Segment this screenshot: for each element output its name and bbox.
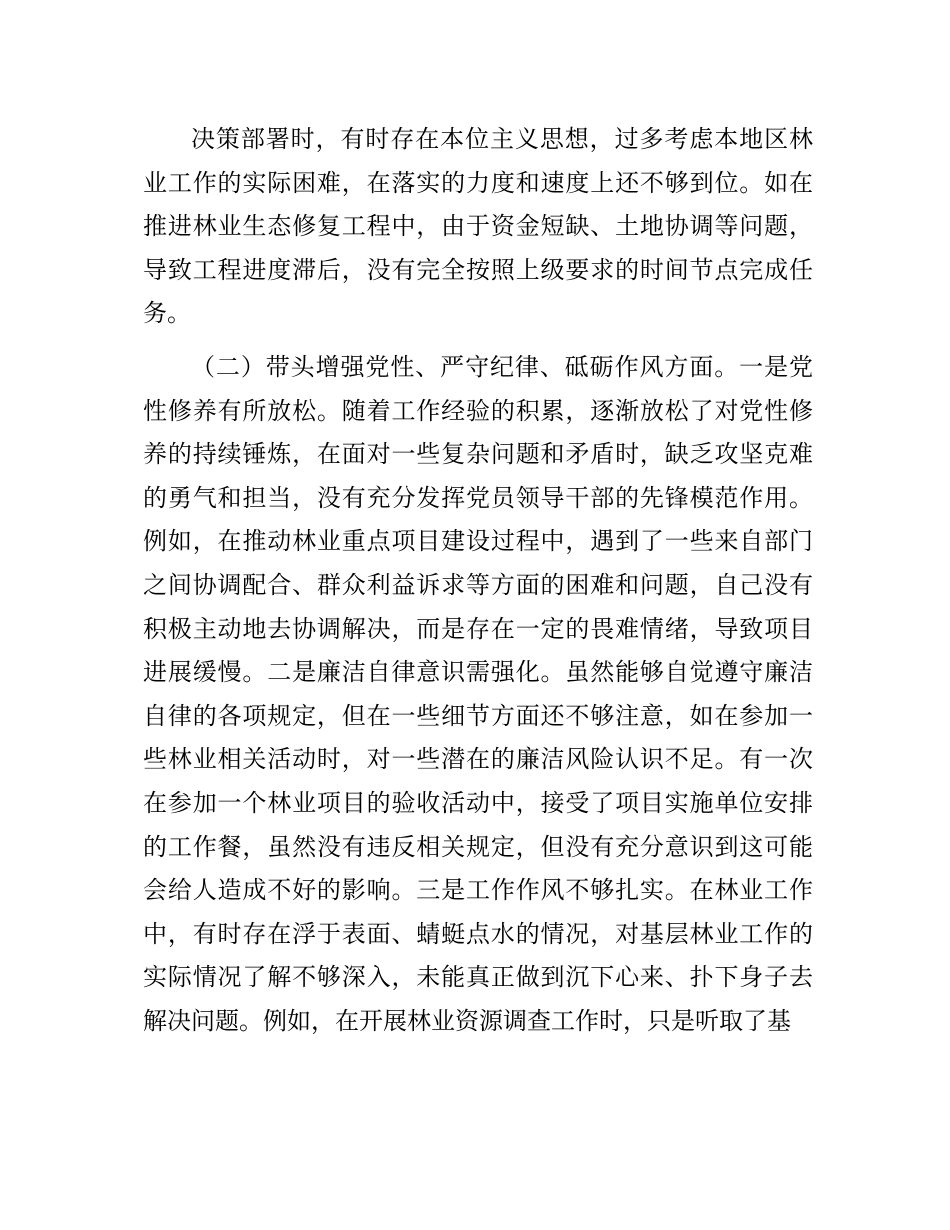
paragraph-2: （二）带头增强党性、严守纪律、砥砺作风方面。一是党性修养有所放松。随着工作经验的积累，逐渐放松了对党性修养的持续锤炼，在面对一些复杂问题和矛盾时，缺乏攻坚克难的勇气和担当，没有充分发挥党员领导干部的先锋模范作用。例如，在推动林业重点项目建设过程中，遇到了一些来自部门之间协调配合、群众利益诉求等方面的困难和问题，自己没有积极主动地去协调解决，而是存在一定的畏难情绪，导致项目进展缓慢。二是廉洁自律意识需强化。虽然能够自觉遵守廉洁自律的各项规定，但在一些细节方面还不够注意，如在参加一些林业相关活动时，对一些潜在的廉洁风险认识不足。有一次在参加一个林业项目的验收活动中，接受了项目实施单位安排的工作餐，虽然没有违反相关规定，但没有充分意识到这可能会给人造成不好的影响。三是工作作风不够扎实。在林业工作中，有时存在浮于表面、蜻蜓点水的情况，对基层林业工作的实际情况了解不够深入，未能真正做到沉下心来、扑下身子去解决问题。例如，在开展林业资源调查工作时，只是听取了基 [143,352,813,1035]
paragraph-1: 决策部署时，有时存在本位主义思想，过多考虑本地区林业工作的实际困难，在落实的力度和速度上还不够到位。如在推进林业生态修复工程中，由于资金短缺、土地协调等问题，导致工程进度滞后，没有完全按照上级要求的时间节点完成任务。 [143,125,813,328]
document-body [143,118,813,1043]
